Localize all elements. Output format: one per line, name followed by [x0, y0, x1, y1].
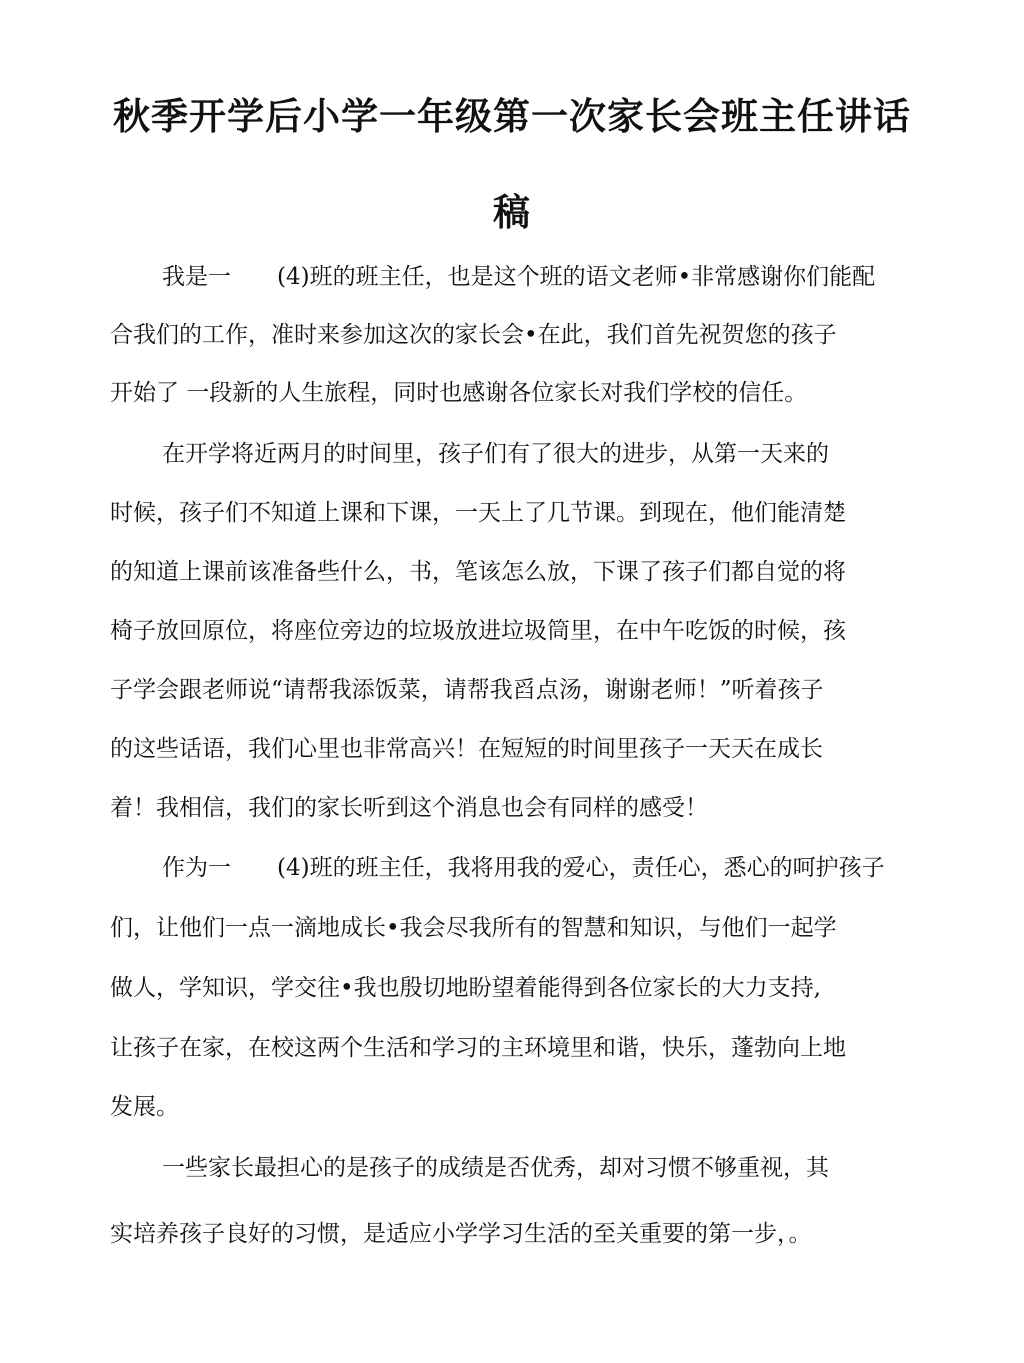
paragraph-2-line-5: 子学会跟老师说“请帮我添饭菜，请帮我舀点汤，谢谢老师！”听着孩子 — [110, 677, 824, 703]
paragraph-1-line-2: 合我们的工作，准时来参加这次的家长会•在此，我们首先祝贺您的孩子 — [110, 322, 837, 348]
paragraph-2-line-3: 的知道上课前该准备些什么，书，笔该怎么放，下课了孩子们都自觉的将 — [110, 559, 846, 585]
paragraph-4-line-2: 实培养孩子良好的习惯，是适应小学学习生活的至关重要的第一步，。 — [110, 1221, 812, 1247]
paragraph-3-line-4: 让孩子在家，在校这两个生活和学习的主环境里和谐，快乐，蓬勃向上地 — [110, 1035, 846, 1061]
paragraph-3-line-5: 发展。 — [110, 1094, 179, 1120]
paragraph-2-line-7: 着！我相信，我们的家长听到这个消息也会有同样的感受！ — [110, 795, 708, 821]
paragraph-3-line-3: 做人，学知识，学交往•我也殷切地盼望着能得到各位家长的大力支持, — [110, 975, 821, 1001]
paragraph-4-line-1: 一些家长最担心的是孩子的成绩是否优秀，却对习惯不够重视，其 — [162, 1155, 829, 1181]
paragraph-3-line-1: 作为一 (4)班的班主任，我将用我的爱心，责任心，悉心的呵护孩子 — [162, 855, 885, 881]
paragraph-1-line-3: 开始了 一段新的人生旅程，同时也感谢各位家长对我们学校的信任。 — [110, 380, 808, 406]
document-title: 秋季开学后小学一年级第一次家长会班主任讲话 — [113, 95, 911, 138]
paragraph-2-line-4: 椅子放回原位，将座位旁边的垃圾放进垃圾筒里，在中午吃饭的时候，孩 — [110, 618, 846, 644]
paragraph-1-line-1: 我是一 (4)班的班主任，也是这个班的语文老师•非常感谢你们能配 — [162, 264, 876, 290]
document-title-continuation: 稿 — [493, 191, 531, 234]
paragraph-2-line-6: 的这些话语，我们心里也非常高兴！在短短的时间里孩子一天天在成长 — [110, 736, 823, 762]
paragraph-3-line-2: 们，让他们一点一滴地成长•我会尽我所有的智慧和知识，与他们一起学 — [110, 915, 837, 941]
paragraph-2-line-2: 时候，孩子们不知道上课和下课，一天上了几节课。到现在，他们能清楚 — [110, 500, 846, 526]
paragraph-2-line-1: 在开学将近两月的时间里，孩子们有了很大的进步，从第一天来的 — [162, 441, 829, 467]
